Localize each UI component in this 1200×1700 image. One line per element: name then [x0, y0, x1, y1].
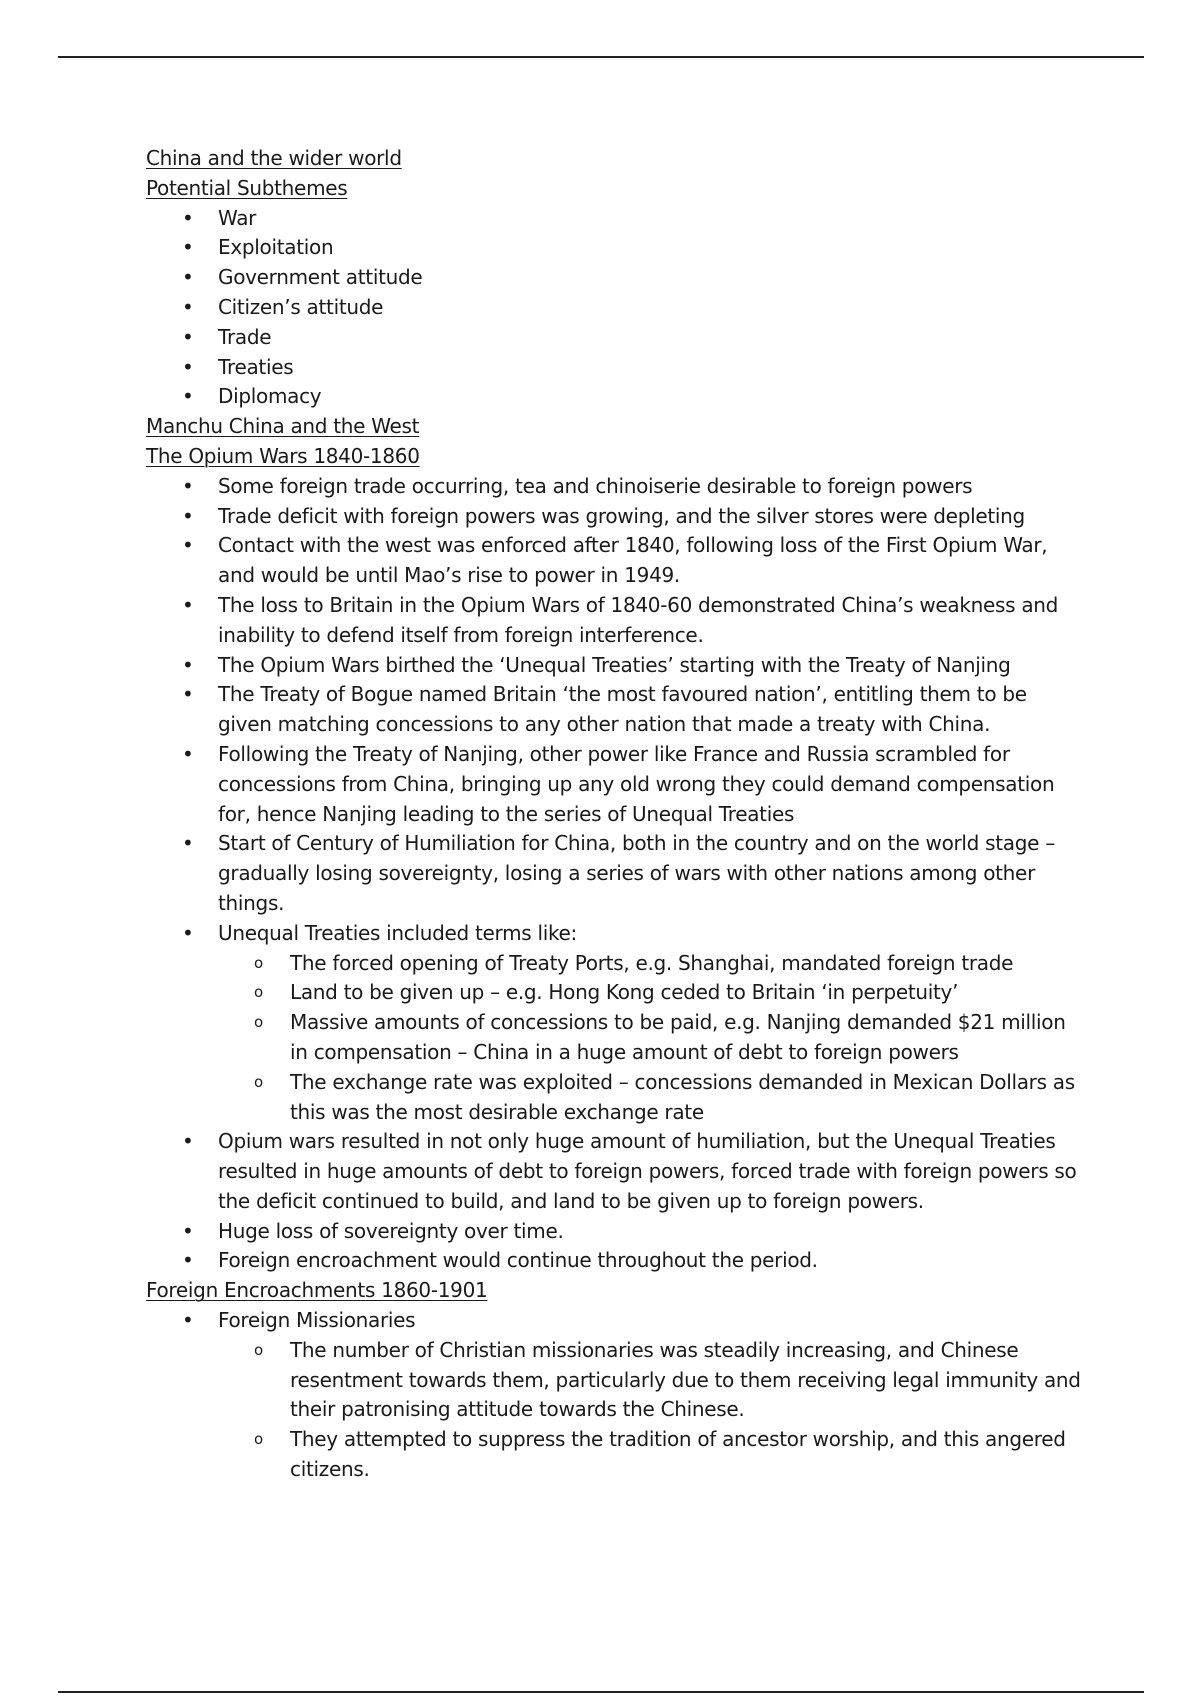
bullet-text: Huge loss of sovereignty over time. — [218, 1218, 564, 1243]
section-heading: Potential Subthemes — [146, 175, 348, 200]
bullet-item — [146, 1217, 1086, 1247]
bullet-item — [146, 531, 1086, 591]
bullet-item — [146, 233, 1086, 263]
sub-bullet-item: o The forced opening of Treaty Ports, e.g. Shanghai, mandated foreign trade — [218, 949, 1086, 979]
bullet-text: The Treaty of Bogue named Britain ‘the most favoured nation’, entitling them to be given matching concessions to any other nation that made a treaty with China. — [218, 682, 1027, 737]
bullet-item — [146, 293, 1086, 323]
bullet-text: Exploitation — [218, 235, 334, 260]
bullet-item — [146, 472, 1086, 502]
bullet-text: Opium wars resulted in not only huge amount of humiliation, but the Unequal Treaties resulted in huge amounts of debt to foreign powers, forced trade with foreign powers so the deficit continued to build, and land to be given up to foreign powers. — [218, 1129, 1077, 1213]
bullet-text: Trade — [218, 324, 272, 349]
bullet-item — [146, 919, 1086, 1128]
bullet-list — [146, 1306, 1086, 1485]
section-heading: The Opium Wars 1840-1860 — [146, 443, 420, 468]
bullet-text: Start of Century of Humiliation for China, both in the country and on the world stage – gradually losing sovereignty, losing a series of wars with other nations among other things. — [218, 831, 1055, 915]
sub-bullet-item: o The exchange rate was exploited – concessions demanded in Mexican Dollars as this was the most desirable exchange rate — [218, 1068, 1086, 1128]
bullet-item — [146, 263, 1086, 293]
bullet-item — [146, 204, 1086, 234]
bullet-item — [146, 740, 1086, 829]
bullet-item — [146, 651, 1086, 681]
bullet-text: Citizen’s attitude — [218, 294, 384, 319]
bullet-text: Some foreign trade occurring, tea and chinoiserie desirable to foreign powers — [218, 473, 973, 498]
bullet-text: The Opium Wars birthed the ‘Unequal Treaties’ starting with the Treaty of Nanjing — [218, 652, 1011, 677]
bullet-text: War — [218, 205, 257, 230]
bullet-item — [146, 1127, 1086, 1216]
bullet-item — [146, 502, 1086, 532]
section-heading: Manchu China and the West — [146, 414, 420, 439]
bullet-item — [146, 1246, 1086, 1276]
bullet-text: Treaties — [218, 354, 294, 379]
bullet-text: Following the Treaty of Nanjing, other power like France and Russia scrambled for concessions from China, bringing up any old wrong they could demand compensation for, hence Nanjing leading to the series of Unequal Treaties — [218, 741, 1055, 826]
bullet-list — [146, 204, 1086, 413]
sub-bullet-list — [218, 1336, 1086, 1485]
bullet-list — [146, 472, 1086, 1277]
bullet-text: Diplomacy — [218, 384, 322, 409]
sub-bullet-list — [218, 949, 1086, 1128]
bullet-text: Unequal Treaties included terms like: — [218, 920, 577, 945]
bullet-item — [146, 591, 1086, 651]
bullet-item — [146, 1306, 1086, 1485]
bullet-item — [146, 680, 1086, 740]
bullet-text: Trade deficit with foreign powers was growing, and the silver stores were depleting — [218, 503, 1025, 528]
bullet-item — [146, 323, 1086, 353]
bullet-text: Foreign encroachment would continue throughout the period. — [218, 1248, 818, 1273]
bullet-text: Foreign Missionaries — [218, 1308, 416, 1333]
bullet-text: Contact with the west was enforced after 1840, following loss of the First Opium War, and would be until Mao’s rise to power in 1949. — [218, 533, 1048, 588]
bullet-text: The loss to Britain in the Opium Wars of 1840-60 demonstrated China’s weakness and inability to defend itself from foreign interference. — [218, 592, 1059, 647]
bullet-item — [146, 829, 1086, 918]
sub-bullet-item: o They attempted to suppress the tradition of ancestor worship, and this angered citizens. — [218, 1425, 1086, 1485]
section-heading: Foreign Encroachments 1860-1901 — [146, 1278, 488, 1303]
document-body — [146, 144, 1086, 1485]
bullet-item — [146, 382, 1086, 412]
sub-bullet-item: o Land to be given up – e.g. Hong Kong ceded to Britain ‘in perpetuity’ — [218, 978, 1086, 1008]
bullet-text: Government attitude — [218, 265, 423, 290]
section-heading: China and the wider world — [146, 146, 402, 170]
bullet-item — [146, 353, 1086, 383]
sub-bullet-item: o The number of Christian missionaries was steadily increasing, and Chinese resentment towards them, particularly due to them receiving legal immunity and their patronising attitude towards the Chinese. — [218, 1336, 1086, 1425]
header-rule — [58, 56, 1144, 58]
sub-bullet-item: o Massive amounts of concessions to be paid, e.g. Nanjing demanded $21 million in compensation – China in a huge amount of debt to foreign powers — [218, 1008, 1086, 1068]
footer-rule — [58, 1691, 1144, 1693]
